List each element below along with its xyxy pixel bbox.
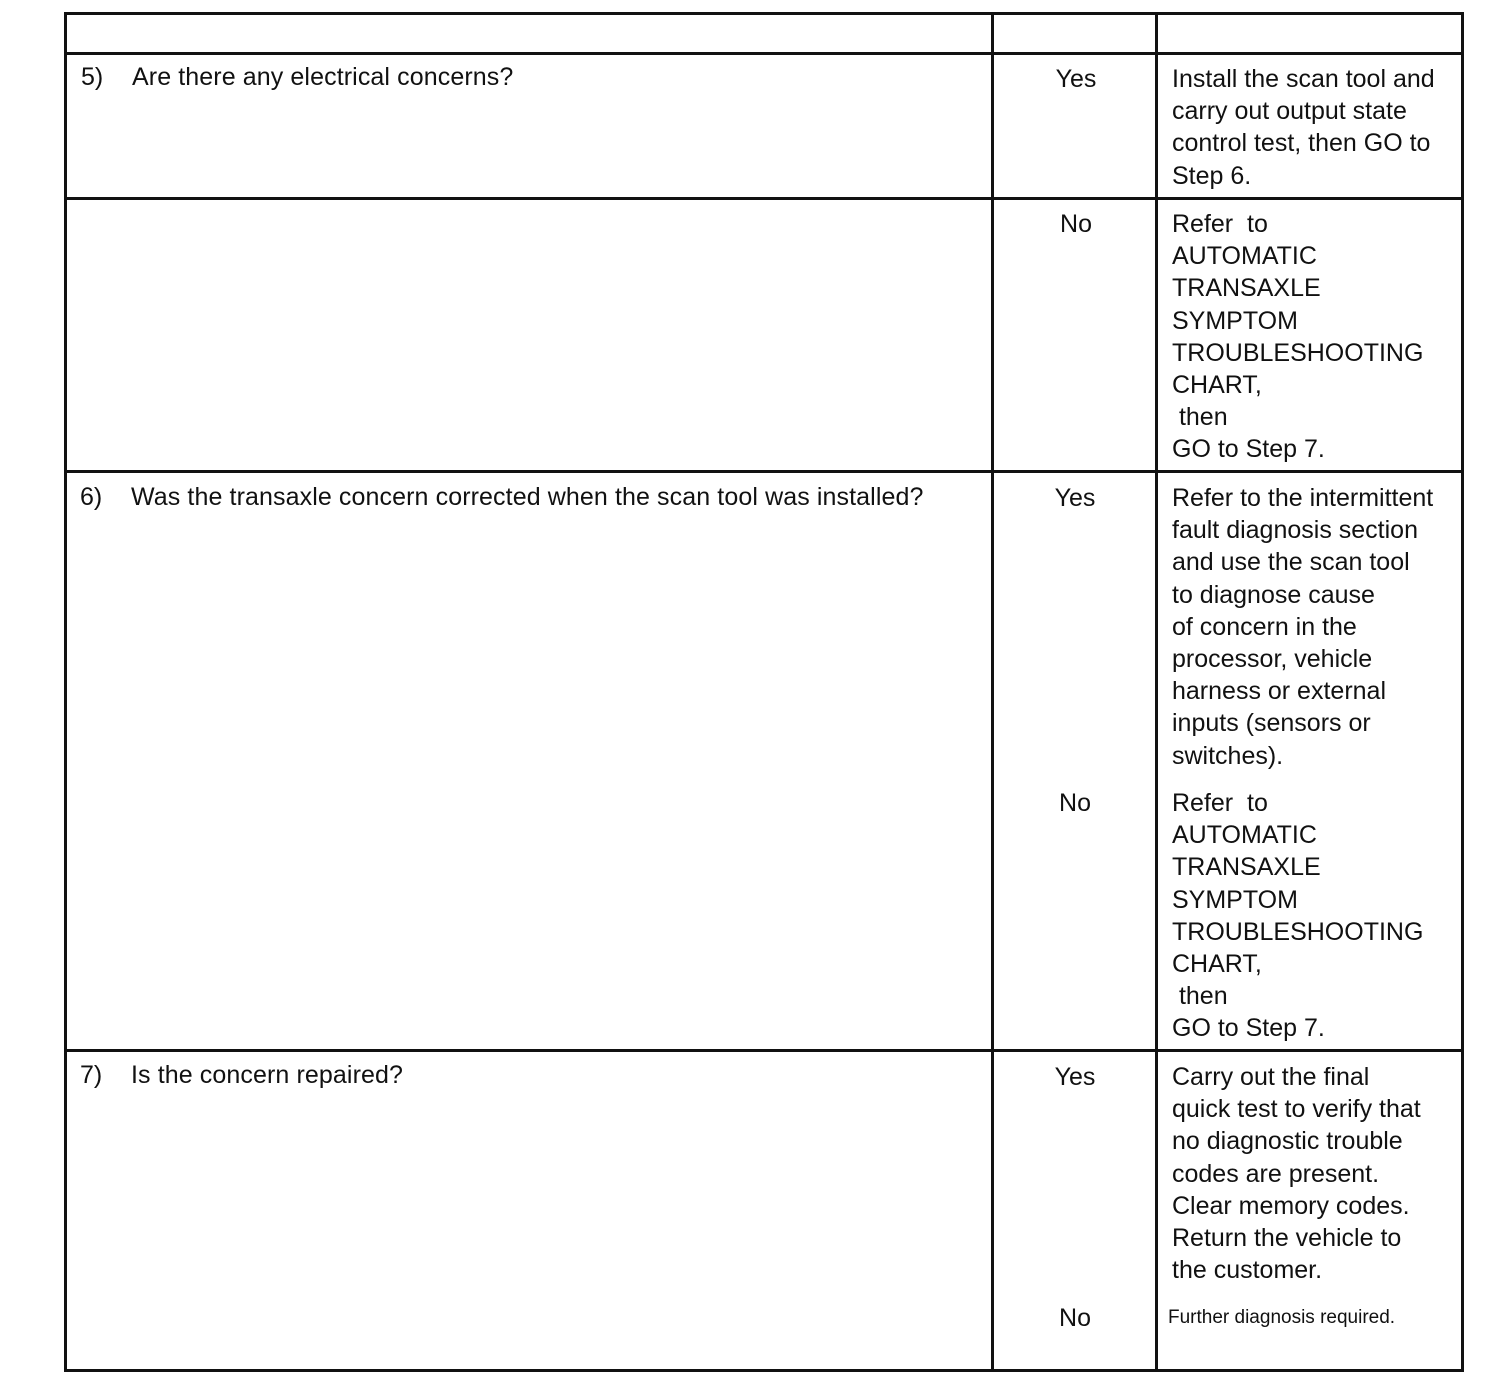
row-divider bbox=[64, 470, 1464, 473]
action-text: Carry out the final quick test to verify that no diagnostic trouble codes are present. Clear memory codes. Return the vehicle to the customer. bbox=[1172, 1063, 1421, 1285]
row-divider bbox=[64, 1049, 1464, 1052]
step-number: 5) bbox=[81, 63, 104, 91]
step-question: Was the transaxle concern corrected when the scan tool was installed? bbox=[131, 483, 924, 511]
header-row-divider bbox=[64, 52, 1464, 55]
step-number: 7) bbox=[80, 1061, 103, 1089]
step-question: Are there any electrical concerns? bbox=[132, 63, 514, 91]
answer-no: No bbox=[1059, 789, 1091, 817]
action-text: Refer to AUTOMATIC TRANSAXLE SYMPTOM TROUBLESHOOTING CHART, then GO to Step 7. bbox=[1172, 210, 1424, 464]
action-text: Install the scan tool and carry out output state control test, then GO to Step 6. bbox=[1172, 65, 1435, 190]
answer-no: No bbox=[1060, 210, 1092, 238]
step-number: 6) bbox=[80, 483, 103, 511]
step-question: Is the concern repaired? bbox=[131, 1061, 404, 1089]
action-text: Refer to AUTOMATIC TRANSAXLE SYMPTOM TROUBLESHOOTING CHART, then GO to Step 7. bbox=[1172, 789, 1424, 1043]
action-text: Further diagnosis required. bbox=[1168, 1307, 1396, 1328]
answer-yes: Yes bbox=[1054, 1063, 1096, 1091]
answer-yes: Yes bbox=[1054, 484, 1096, 512]
answer-yes: Yes bbox=[1055, 65, 1097, 93]
row-divider bbox=[64, 197, 1464, 200]
answer-no: No bbox=[1059, 1304, 1091, 1332]
column-divider-answer bbox=[991, 12, 994, 1372]
action-text: Refer to the intermittent fault diagnosis section and use the scan tool to diagnose cause of concern in the processor, vehicle harness or external inputs (sensors or switches). bbox=[1172, 484, 1434, 770]
